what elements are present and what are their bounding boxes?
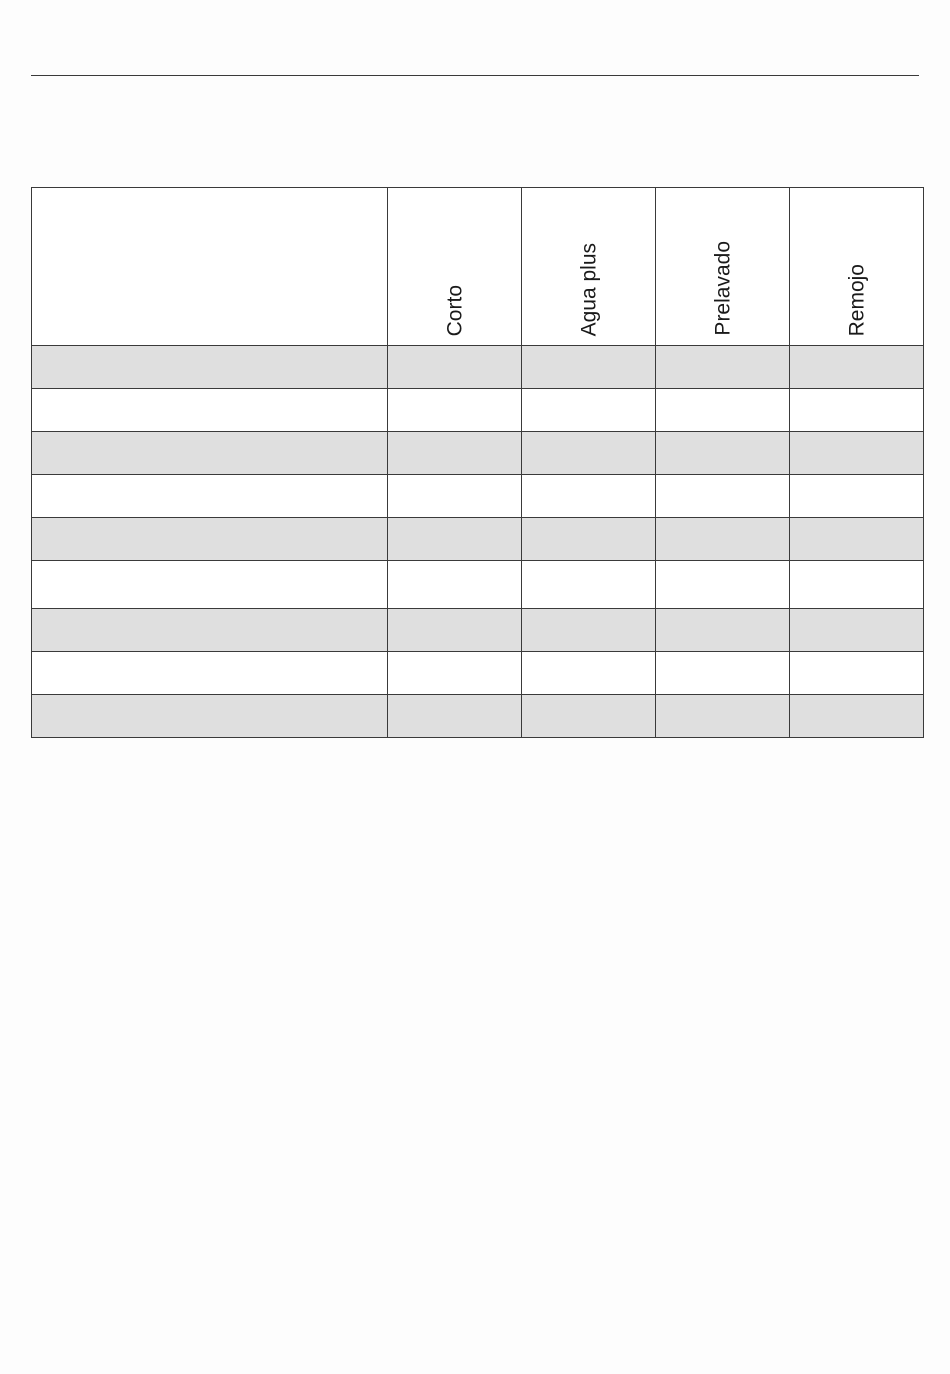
table-cell bbox=[656, 652, 790, 695]
table-row bbox=[32, 346, 924, 389]
table-row bbox=[32, 518, 924, 561]
table-row bbox=[32, 389, 924, 432]
table-cell bbox=[522, 389, 656, 432]
table-row bbox=[32, 432, 924, 475]
table-cell bbox=[32, 695, 388, 738]
table-cell bbox=[388, 346, 522, 389]
table-cell bbox=[32, 389, 388, 432]
table-cell bbox=[790, 652, 924, 695]
table-cell bbox=[388, 389, 522, 432]
table-cell bbox=[388, 695, 522, 738]
table-cell bbox=[656, 609, 790, 652]
table-cell bbox=[388, 432, 522, 475]
table-cell bbox=[522, 432, 656, 475]
table-cell bbox=[522, 609, 656, 652]
table-cell bbox=[656, 346, 790, 389]
table-cell bbox=[32, 561, 388, 609]
table-cell bbox=[790, 561, 924, 609]
column-label-agua-plus: Agua plus bbox=[577, 242, 600, 336]
table-cell bbox=[32, 475, 388, 518]
table-cell bbox=[656, 389, 790, 432]
table-cell bbox=[522, 652, 656, 695]
table-cell bbox=[32, 652, 388, 695]
table-cell bbox=[656, 432, 790, 475]
table-row bbox=[32, 475, 924, 518]
table-cell bbox=[790, 518, 924, 561]
table-cell bbox=[388, 518, 522, 561]
header-cell-agua-plus bbox=[522, 188, 656, 346]
table-cell bbox=[522, 346, 656, 389]
table-cell bbox=[656, 518, 790, 561]
table-cell bbox=[790, 609, 924, 652]
column-label-prelavado: Prelavado bbox=[711, 241, 734, 336]
table-cell bbox=[790, 432, 924, 475]
table-row bbox=[32, 561, 924, 609]
table-cell bbox=[790, 346, 924, 389]
program-options-table bbox=[31, 187, 924, 738]
table-cell bbox=[790, 695, 924, 738]
header-cell-remojo bbox=[790, 188, 924, 346]
column-label-remojo: Remojo bbox=[845, 263, 868, 336]
table-cell bbox=[388, 609, 522, 652]
table-cell bbox=[656, 695, 790, 738]
table-cell bbox=[32, 609, 388, 652]
table-cell bbox=[522, 695, 656, 738]
table-cell bbox=[32, 518, 388, 561]
table-cell bbox=[656, 561, 790, 609]
table-row bbox=[32, 609, 924, 652]
table-cell bbox=[656, 475, 790, 518]
table-cell bbox=[388, 561, 522, 609]
table-cell bbox=[388, 475, 522, 518]
column-label-corto: Corto bbox=[443, 284, 466, 336]
table-cell bbox=[32, 432, 388, 475]
table-cell bbox=[522, 518, 656, 561]
header-cell-prelavado bbox=[656, 188, 790, 346]
header-cell-corto bbox=[388, 188, 522, 346]
header-cell-blank bbox=[32, 188, 388, 346]
table-cell bbox=[522, 561, 656, 609]
table-cell bbox=[790, 389, 924, 432]
table-cell bbox=[388, 652, 522, 695]
table-row bbox=[32, 695, 924, 738]
header-rule bbox=[31, 75, 919, 76]
table-body bbox=[32, 346, 924, 738]
table-cell bbox=[32, 346, 388, 389]
table-row bbox=[32, 652, 924, 695]
table-cell bbox=[790, 475, 924, 518]
table-cell bbox=[522, 475, 656, 518]
table-header-row bbox=[32, 188, 924, 346]
